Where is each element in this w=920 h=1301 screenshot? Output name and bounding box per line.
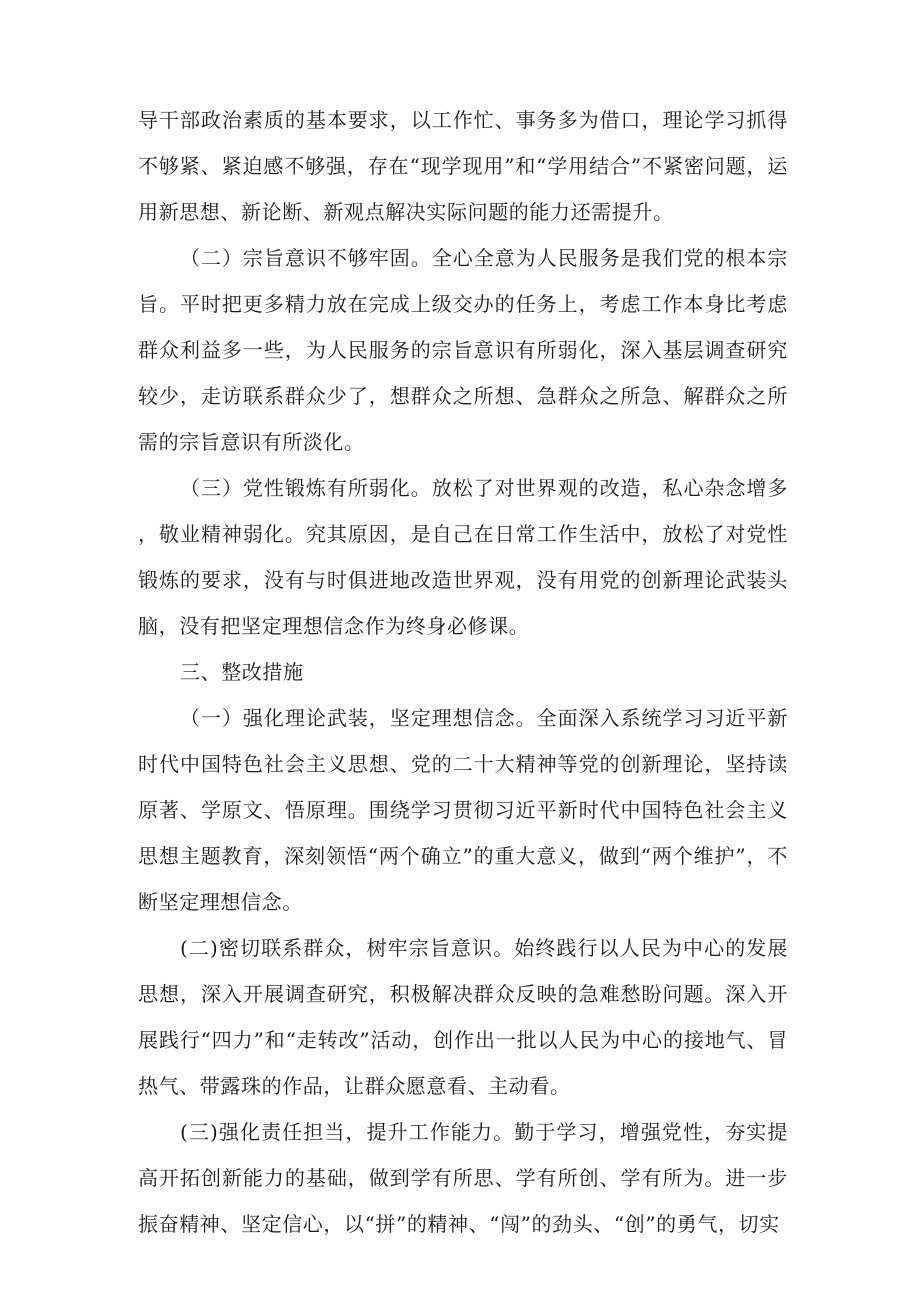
paragraph-purpose-awareness: （二）宗旨意识不够牢固。全心全意为人民服务是我们党的根本宗旨。平时把更多精力放在完成上级交办的任务上，考虑工作本身比考虑群众利益多一些，为人民服务的宗旨意识有所弱化，深入基层调查研究较少，走访联系群众少了，想群众之所想、急群众之所急、解群众之所需的宗旨意识有所淡化。 <box>138 246 788 454</box>
paragraph-responsibility: (三)强化责任担当，提升工作能力。勤于学习，增强党性，夯实提高开拓创新能力的基础，做到学有所思、学有所创、学有所为。进一步振奋精神、坚定信心，以“拼”的精神、“闯”的劲头、“创”的勇气，切实 <box>138 1120 788 1236</box>
document-body <box>138 97 788 1247</box>
section-heading-rectification: 三、整改措施 <box>180 660 304 684</box>
paragraph-contact-masses: (二)密切联系群众，树牢宗旨意识。始终践行以人民为中心的发展思想，深入开展调查研究，积极解决群众反映的急难愁盼问题。深入开展践行“四力”和“走转改”活动，创作出一批以人民为中心的接地气、冒热气、带露珠的作品，让群众愿意看、主动看。 <box>138 936 788 1098</box>
paragraph-continuation: 导干部政治素质的基本要求，以工作忙、事务多为借口，理论学习抓得不够紧、紧迫感不够强，存在“现学现用”和“学用结合”不紧密问题，运用新思想、新论断、新观点解决实际问题的能力还需提升。 <box>138 108 788 224</box>
paragraph-theory-armament: （一）强化理论武装，坚定理想信念。全面深入系统学习习近平新时代中国特色社会主义思想、党的二十大精神等党的创新理论，坚持读原著、学原文、悟原理。围绕学习贯彻习近平新时代中国特色社会主义思想主题教育，深刻领悟“两个确立”的重大意义，做到“两个维护”，不断坚定理想信念。 <box>138 706 788 914</box>
paragraph-party-spirit: （三）党性锻炼有所弱化。放松了对世界观的改造，私心杂念增多，敬业精神弱化。究其原因，是自己在日常工作生活中，放松了对党性锻炼的要求，没有与时俱进地改造世界观，没有用党的创新理论武装头脑，没有把坚定理想信念作为终身必修课。 <box>138 476 788 638</box>
